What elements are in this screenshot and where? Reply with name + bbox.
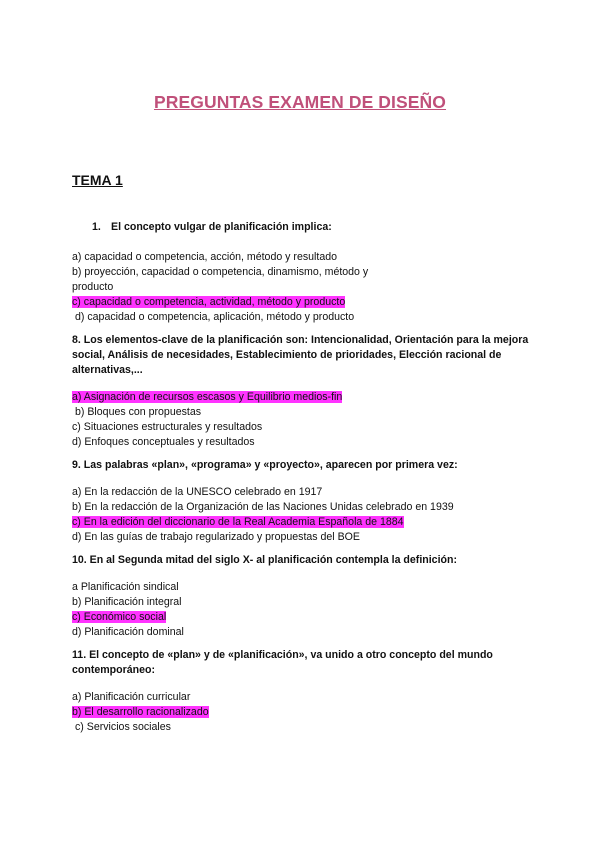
question-8 xyxy=(72,333,532,450)
question-9 xyxy=(72,458,532,545)
question-text: 9. Las palabras «plan», «programa» y «proyecto», aparecen por primera vez: xyxy=(72,459,458,471)
answer-option-highlighted: c) En la edición del diccionario de la Real Academia Española de 1884 xyxy=(72,516,404,528)
answer-option: b) Bloques con propuestas xyxy=(75,406,202,418)
answer-option-highlighted: a) Asignación de recursos escasos y Equilibrio medios-fin xyxy=(72,391,343,403)
answer-option: a) capacidad o competencia, acción, método y resultado xyxy=(72,251,337,263)
answer-option: d) Enfoques conceptuales y resultados xyxy=(72,436,255,448)
answer-option: a) En la redacción de la UNESCO celebrado en 1917 xyxy=(72,486,323,498)
question-label: El concepto vulgar de planificación implica: xyxy=(111,221,332,233)
answer-option: a Planificación sindical xyxy=(72,581,179,593)
answer-option: c) Situaciones estructurales y resultados xyxy=(72,421,263,433)
answer-option: a) Planificación curricular xyxy=(72,691,191,703)
section-heading: TEMA 1 xyxy=(72,172,123,188)
document-title: PREGUNTAS EXAMEN DE DISEÑO xyxy=(153,92,447,112)
question-10 xyxy=(72,553,532,640)
question-text: 11. El concepto de «plan» y de «planificación», va unido a otro concepto del mundo contemporáneo: xyxy=(72,649,493,676)
answer-option: b) proyección, capacidad o competencia, dinamismo, método y producto xyxy=(72,266,369,293)
answer-option-highlighted: c) capacidad o competencia, actividad, método y producto xyxy=(72,296,346,308)
question-text: 10. En al Segunda mitad del siglo X- al planificación contempla la definición: xyxy=(72,554,457,566)
question-11 xyxy=(72,648,532,735)
question-1 xyxy=(72,220,532,325)
answer-option: d) capacidad o competencia, aplicación, método y producto xyxy=(75,311,355,323)
question-list xyxy=(72,220,532,743)
question-text: 8. Los elementos-clave de la planificación son: Intencionalidad, Orientación para la mejora social, Análisis de necesidades, Establecimiento de prioridades, Elección racional de alternativas,... xyxy=(72,334,529,376)
answer-option-highlighted: b) El desarrollo racionalizado xyxy=(72,706,209,718)
answer-option-highlighted: c) Económico social xyxy=(72,611,167,623)
answer-option: d) Planificación dominal xyxy=(72,626,184,638)
answer-option: b) Planificación integral xyxy=(72,596,182,608)
question-number: 1. xyxy=(92,221,101,233)
answer-option: d) En las guías de trabajo regularizado y propuestas del BOE xyxy=(72,531,360,543)
answer-option: c) Servicios sociales xyxy=(75,721,171,733)
question-text xyxy=(72,220,532,235)
answer-option: b) En la redacción de la Organización de las Naciones Unidas celebrado en 1939 xyxy=(72,501,454,513)
